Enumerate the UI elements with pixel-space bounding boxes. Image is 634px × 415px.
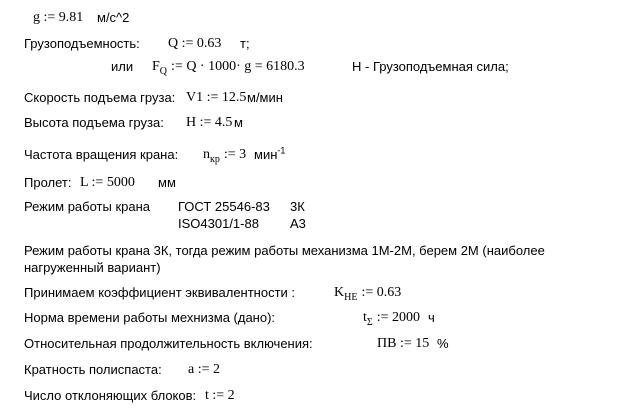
unit-pv: %: [437, 336, 449, 351]
label-equivalence: Принимаем коэффициент эквивалентности :: [24, 285, 296, 300]
unit-h: м: [234, 115, 243, 130]
math-region-pv[interactable]: ПВ := 15: [377, 336, 430, 351]
math-region-t[interactable]: t := 2: [205, 388, 235, 403]
math-region-nkr[interactable]: [203, 147, 246, 163]
unit-nkr-text: мин: [254, 147, 278, 162]
math-khe-var: K: [334, 285, 345, 300]
row-lift-height: [0, 115, 634, 135]
unit-l: мм: [158, 175, 176, 190]
row-gravity: [0, 10, 634, 30]
label-lift-speed: Скорость подъема груза:: [24, 90, 176, 105]
math-region-fq[interactable]: [152, 59, 305, 75]
math-region-tsum[interactable]: [363, 310, 420, 326]
math-fq-var: F: [152, 59, 160, 74]
math-fq-expr: := Q · 1000· g = 6180.3: [171, 59, 305, 74]
label-lift-height: Высота подъема груза:: [24, 115, 164, 130]
row-pulley-ratio: [0, 362, 634, 382]
paragraph-duty-note: Режим работы крана 3К, тогда режим работы механизма 1М-2М, берем 2М (наиболее нагруженный вариант): [24, 243, 545, 275]
math-region-q[interactable]: Q := 0.63: [168, 36, 222, 51]
label-duty-cycle: Относительная продолжительность включения:: [24, 336, 313, 351]
math-nkr-subscript: кр: [210, 153, 220, 165]
math-tsum-var: t: [363, 310, 367, 325]
row-deflection-blocks: [0, 388, 634, 408]
row-capacity: [0, 36, 634, 56]
math-tsum-expr: := 2000: [376, 310, 421, 325]
value-iso-class: А3: [290, 216, 306, 231]
value-iso-standard: ISO4301/1-88: [178, 216, 259, 231]
math-nkr-var: n: [203, 147, 210, 162]
math-region-v1[interactable]: V1 := 12.5: [186, 90, 247, 105]
row-lift-force: [0, 59, 634, 79]
note-lift-force: Н - Грузоподъемная сила;: [352, 59, 509, 74]
math-region-a[interactable]: a := 2: [188, 362, 220, 377]
label-pulley-ratio: Кратность полиспаста:: [24, 362, 162, 377]
math-region-g[interactable]: g := 9.81: [33, 10, 84, 25]
math-khe-subscript: НЕ: [344, 291, 358, 303]
unit-q: т;: [240, 36, 250, 51]
math-fq-subscript: Q: [159, 65, 168, 77]
math-region-l[interactable]: L := 5000: [80, 175, 135, 190]
label-deflection-blocks: Число отклоняющих блоков:: [24, 388, 197, 403]
label-work-time: Норма времени работы мехнизма (дано):: [24, 310, 276, 325]
label-duty-mode: Режим работы крана: [24, 199, 151, 214]
math-khe-expr: := 0.63: [361, 285, 402, 300]
row-work-time: [0, 310, 634, 330]
unit-g: м/с^2: [97, 10, 130, 25]
math-tsum-subscript: Σ: [366, 316, 373, 328]
row-lift-speed: [0, 90, 634, 110]
unit-tsum: ч: [428, 310, 435, 325]
label-rotation-speed: Частота вращения крана:: [24, 147, 179, 162]
value-gost-class: 3К: [290, 199, 305, 214]
unit-nkr-exponent: -1: [277, 145, 286, 156]
unit-v1: м/мин: [247, 90, 283, 105]
math-region-khe[interactable]: [334, 285, 401, 301]
row-equivalence: [0, 285, 634, 305]
value-gost-standard: ГОСТ 25546-83: [178, 199, 270, 214]
unit-nkr: [254, 147, 285, 162]
row-duty-iso: [0, 216, 634, 236]
label-or: или: [111, 59, 134, 74]
row-span: [0, 175, 634, 195]
math-region-h[interactable]: H := 4.5: [186, 115, 233, 130]
math-nkr-expr: := 3: [223, 147, 247, 162]
row-duty-cycle: [0, 336, 634, 356]
label-span: Пролет:: [24, 175, 72, 190]
row-rotation-speed: [0, 147, 634, 167]
label-capacity: Грузоподъемность:: [24, 36, 140, 51]
